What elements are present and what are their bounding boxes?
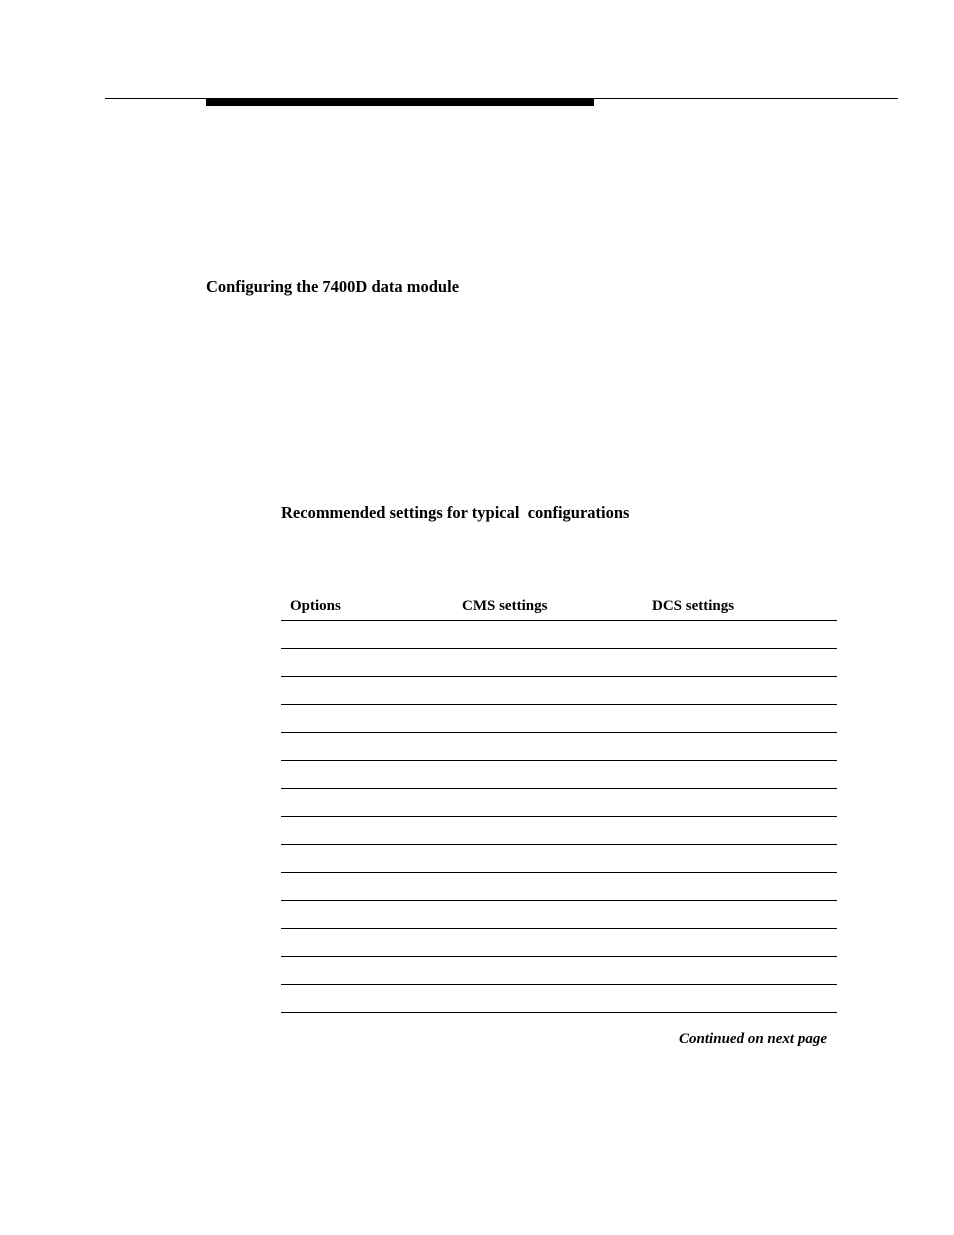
header-bar	[206, 99, 594, 106]
table-row	[281, 929, 837, 957]
table-row	[281, 733, 837, 761]
table-row	[281, 817, 837, 845]
table-row	[281, 677, 837, 705]
table-row	[281, 761, 837, 789]
column-header-dcs-settings: DCS settings	[652, 598, 735, 614]
table-row	[281, 901, 837, 929]
settings-table	[281, 592, 837, 1013]
table-row	[281, 621, 837, 649]
table-row	[281, 957, 837, 985]
table-row	[281, 649, 837, 677]
table-title: Recommended settings for typical configurations	[281, 503, 630, 522]
continued-note: Continued on next page	[679, 1031, 827, 1047]
section-heading: Configuring the 7400D data module	[206, 277, 460, 296]
column-header-options: Options	[290, 598, 341, 614]
table-row	[281, 845, 837, 873]
table-row	[281, 985, 837, 1013]
column-header-cms-settings: CMS settings	[462, 598, 548, 614]
table-header-row	[281, 592, 837, 621]
table-row	[281, 789, 837, 817]
table-row	[281, 705, 837, 733]
table-row	[281, 873, 837, 901]
table-body	[281, 621, 837, 1013]
